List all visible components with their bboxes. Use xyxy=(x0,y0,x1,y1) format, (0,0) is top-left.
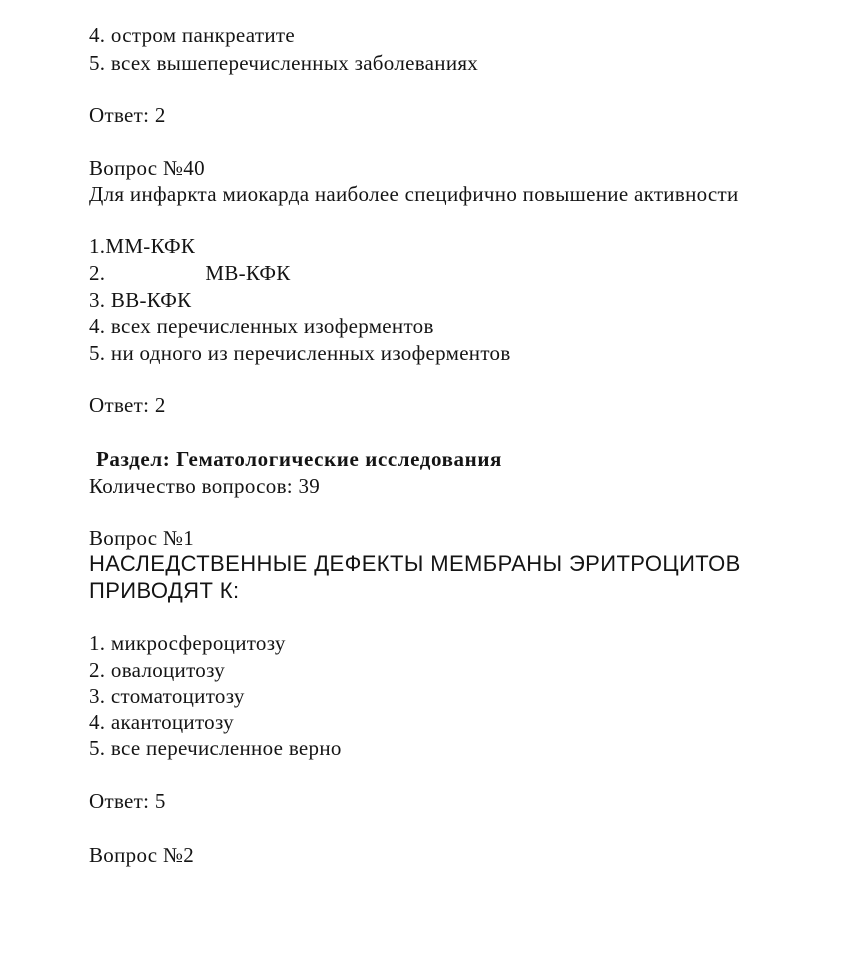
q1-option-2: 2. овалоцитозу xyxy=(89,658,226,682)
q40-option-4: 4. всех перечисленных изоферментов xyxy=(89,314,434,338)
section-heading: Раздел: Гематологические исследования xyxy=(96,447,503,471)
q1-answer: Ответ: 5 xyxy=(89,789,166,813)
question-2-title: Вопрос №2 xyxy=(89,843,195,867)
option-5-all-diseases: 5. всех вышеперечисленных заболеваниях xyxy=(89,51,479,75)
answer-prev: Ответ: 2 xyxy=(89,103,166,127)
q40-option-2-number: 2. xyxy=(89,261,106,285)
question-40-text: Для инфаркта миокарда наиболее специфично повышение активности xyxy=(89,182,739,206)
q40-option-2 xyxy=(89,260,291,286)
q1-option-1: 1. микросфероцитозу xyxy=(89,631,286,655)
q40-option-5: 5. ни одного из перечисленных изоферментов xyxy=(89,341,511,365)
section-question-count: Количество вопросов: 39 xyxy=(89,474,321,498)
question-1-text-line-2: ПРИВОДЯТ К: xyxy=(89,578,240,603)
q1-option-4: 4. акантоцитозу xyxy=(89,710,234,734)
option-4-pancreatitis: 4. остром панкреатите xyxy=(89,23,295,47)
question-1-text-line-1: НАСЛЕДСТВЕННЫЕ ДЕФЕКТЫ МЕМБРАНЫ ЭРИТРОЦИТОВ xyxy=(89,551,741,576)
q40-option-2-text: МВ-КФК xyxy=(205,261,291,285)
q40-answer: Ответ: 2 xyxy=(89,393,166,417)
q40-option-1: 1.ММ-КФК xyxy=(89,234,196,258)
q1-option-5: 5. все перечисленное верно xyxy=(89,736,342,760)
q1-option-3: 3. стоматоцитозу xyxy=(89,684,245,708)
question-1-title: Вопрос №1 xyxy=(89,526,195,550)
q40-option-3: 3. ВВ-КФК xyxy=(89,288,192,312)
question-40-title: Вопрос №40 xyxy=(89,156,205,180)
